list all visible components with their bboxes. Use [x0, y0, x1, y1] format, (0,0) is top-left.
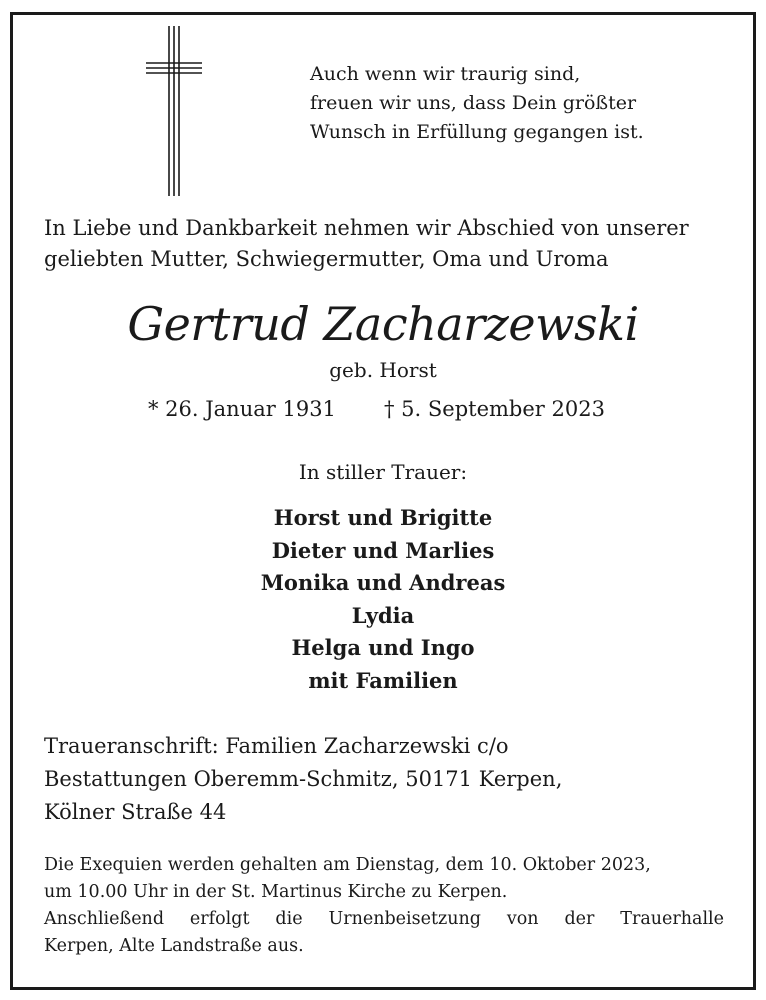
mourning-heading: In stiller Trauer:	[298, 460, 468, 484]
life-dates	[148, 397, 605, 421]
mourner-name: Monika und Andreas	[260, 570, 506, 595]
memorial-quote	[310, 60, 644, 147]
address-line: Bestattungen Oberemm-Schmitz, 50171 Kerpen,	[44, 767, 563, 791]
intro-text	[44, 213, 734, 275]
quote-line: freuen wir uns, dass Dein größter	[310, 92, 637, 114]
mourner-name: Horst und Brigitte	[273, 505, 493, 530]
birth-date: * 26. Januar 1931	[148, 397, 336, 421]
birth-name: geb. Horst	[329, 358, 437, 382]
service-line: Die Exequien werden gehalten am Dienstag, dem 10. Oktober 2023,	[44, 855, 651, 875]
service-line: um 10.00 Uhr in der St. Martinus Kirche zu Kerpen.	[44, 882, 508, 902]
address-line: Kölner Straße 44	[44, 800, 227, 824]
cross-icon	[146, 26, 202, 196]
announcement-border	[10, 12, 756, 990]
quote-line: Auch wenn wir traurig sind,	[310, 63, 581, 85]
mourning-address	[44, 730, 562, 829]
mourner-name: mit Familien	[308, 667, 458, 693]
service-line: Anschließend erfolgt die Urnenbeisetzung von der Trauerhalle	[44, 909, 724, 929]
mourner-name: Lydia	[351, 602, 415, 628]
intro-line: geliebten Mutter, Schwiegermutter, Oma und Uroma	[44, 247, 609, 271]
address-line: Traueranschrift: Familien Zacharzewski c/o	[44, 734, 509, 758]
service-line: Kerpen, Alte Landstraße aus.	[44, 936, 304, 956]
mourners-list	[0, 502, 766, 697]
intro-line: In Liebe und Dankbarkeit nehmen wir Abschied von unserer	[44, 216, 689, 240]
quote-line: Wunsch in Erfüllung gegangen ist.	[310, 121, 644, 143]
death-date: † 5. September 2023	[384, 397, 605, 421]
mourner-name: Dieter und Marlies	[271, 537, 495, 563]
deceased-name: Gertrud Zacharzewski	[127, 297, 639, 351]
service-info	[44, 852, 724, 960]
mourner-name: Helga und Ingo	[291, 635, 475, 660]
